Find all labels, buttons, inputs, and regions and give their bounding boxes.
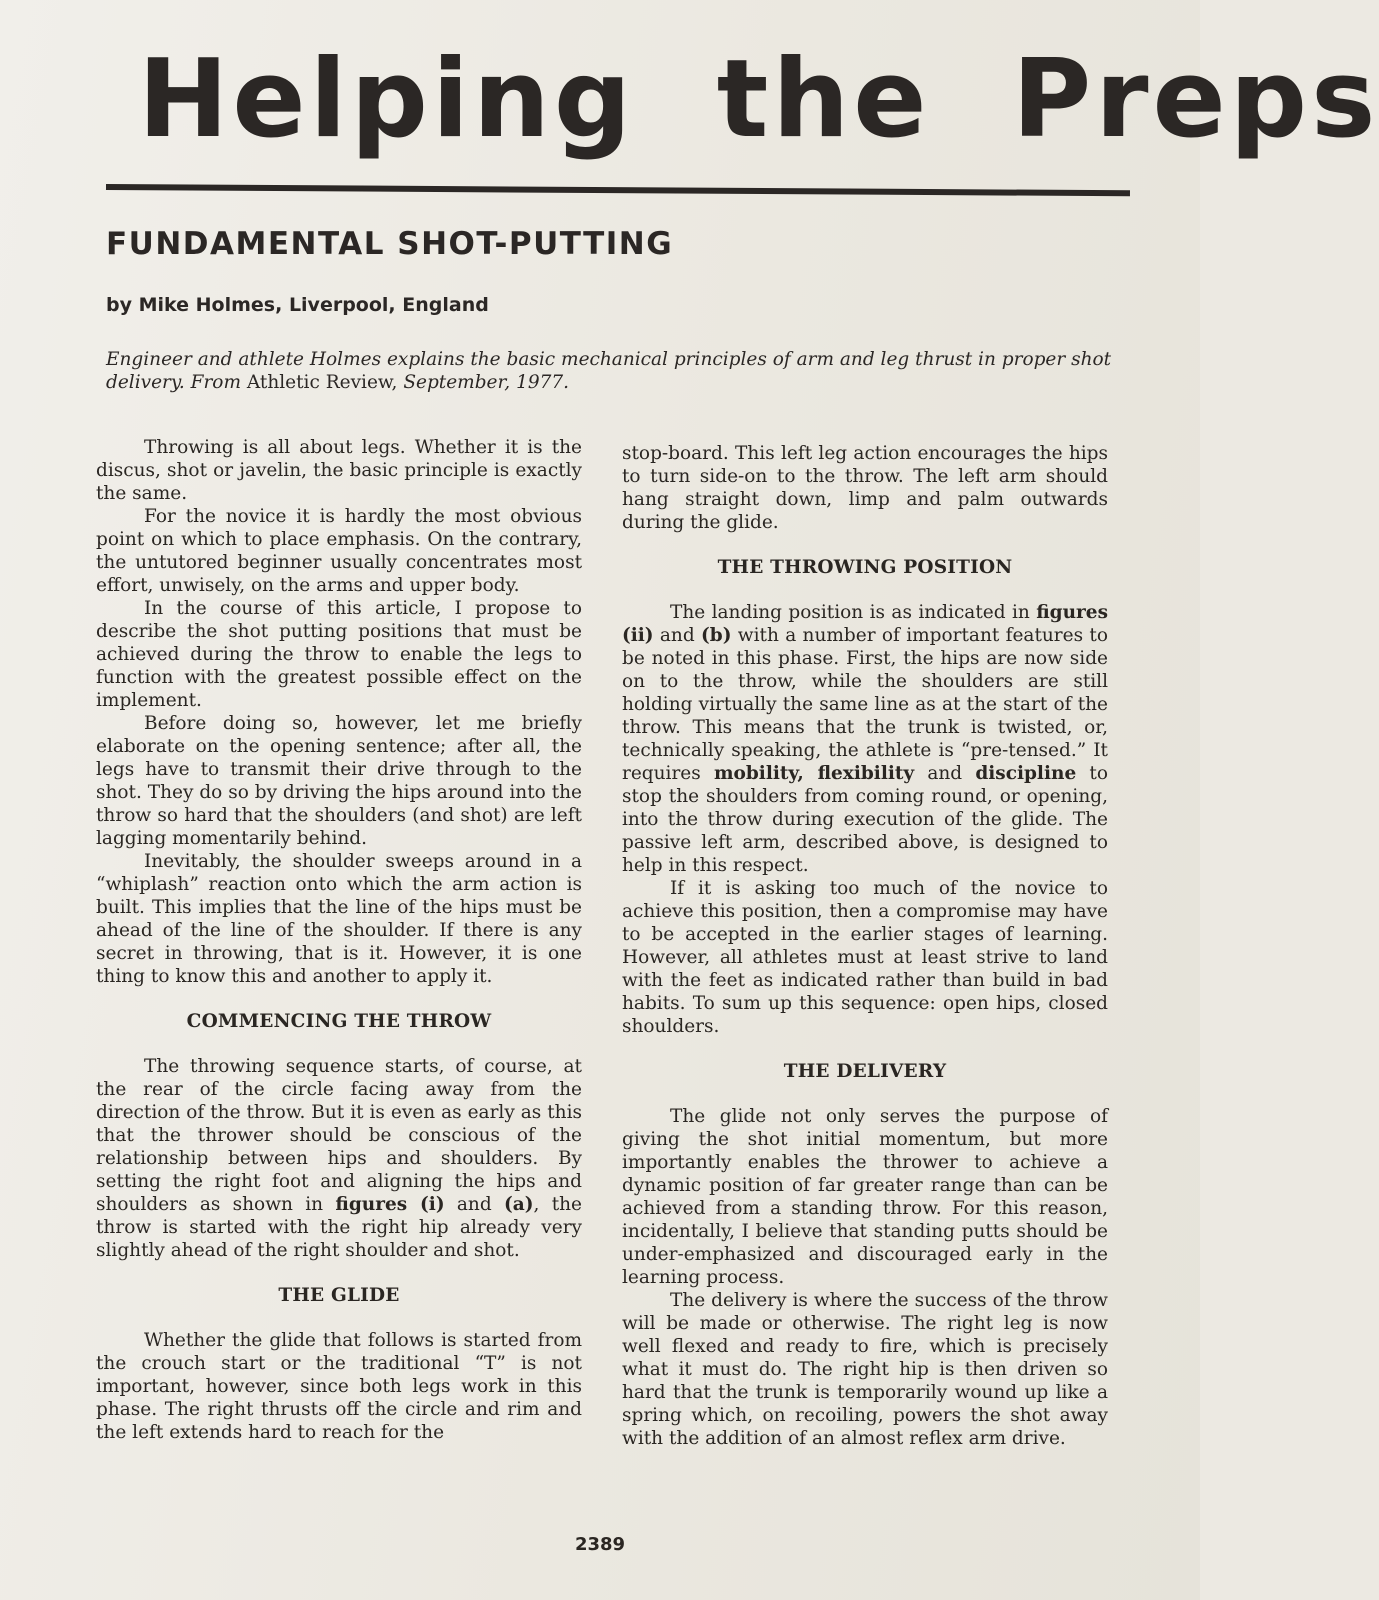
text-run: The throwing sequence starts, of course, at the rear of the circle facing away from the direction of the throw. But it is even as early as this that the thrower should be conscious of the relationship between hips and shoulders. By setting the right foot and aligning the hips and shoulders as shown in: [96, 1056, 582, 1215]
paragraph: Throwing is all about legs. Whether it is the discus, shot or javelin, the basic principle is exactly the same.: [96, 437, 582, 504]
text-run: and: [444, 1194, 505, 1215]
subheading-glide: THE GLIDE: [278, 1285, 400, 1306]
right-column: [622, 442, 1108, 1450]
subheading-delivery: THE DELIVERY: [783, 1061, 947, 1082]
subheading-commencing: COMMENCING THE THROW: [186, 1011, 492, 1032]
paragraph: The delivery is where the success of the throw will be made or otherwise. The right leg is now well flexed and ready to fire, which is precisely what it must do. The right hip is then driven so hard that the trunk is temporarily wound up like a spring which, on recoiling, powers the shot away with the addition of an almost reflex arm drive.: [622, 1290, 1108, 1449]
text-run: to stop the shoulders from coming round, or opening, into the throw during execution of the glide. The passive left arm, described above, is designed to help in this respect.: [622, 763, 1108, 876]
text-run: with a number of important features to be noted in this phase. First, the hips are now side on to the throw, while the shoulders are still holding virtually the same line as at the start of the throw. This means that the trunk is twisted, or, technically speaking, the athlete is “pre-tensed.” It requires: [622, 625, 1108, 784]
deck-intro: Engineer and athlete Holmes explains the basic mechanical principles of arm and leg thrust in proper shot delivery. From: [106, 349, 1112, 393]
text-run: and: [653, 625, 701, 646]
article-title: FUNDAMENTAL SHOT-PUTTING: [106, 226, 674, 262]
paragraph: Whether the glide that follows is started from the crouch start or the traditional “T” is not important, however, since both legs work in this phase. The right thrusts off the circle and rim and the left extends hard to reach for the: [96, 1330, 582, 1443]
paragraph: Inevitably, the shoulder sweeps around in a “whiplash” reaction onto which the arm action is built. This implies that the line of the hips must be ahead of the line of the shoulder. If there is any secret in throwing, that is it. However, it is one thing to know this and another to apply it.: [96, 851, 582, 987]
figure-reference: (b): [701, 625, 732, 646]
masthead-rule: [106, 184, 1130, 196]
byline: by Mike Holmes, Liverpool, England: [106, 294, 489, 316]
emphasis: mobility, flexibility: [713, 763, 915, 784]
paragraph: [622, 601, 1108, 877]
paragraph: If it is asking too much of the novice to achieve this position, then a compromise may have to be accepted in the earlier stages of learning. However, all athletes must at least strive to land with the feet as indicated rather than build in bad habits. To sum up this sequence: open hips, closed shoulders.: [622, 878, 1108, 1037]
article-deck: [106, 348, 1136, 394]
paragraph: Before doing so, however, let me briefly elaborate on the opening sentence; after all, the legs have to transmit their drive through to the shot. They do so by driving the hips around into the throw so hard that the shoulders (and shot) are left lagging momentarily behind.: [96, 713, 582, 849]
figure-reference: (a): [504, 1194, 534, 1215]
paragraph: stop-board. This left leg action encourages the hips to turn side-on to the throw. The left arm should hang straight down, limp and palm outwards during the glide.: [622, 443, 1108, 533]
paragraph: For the novice it is hardly the most obvious point on which to place emphasis. On the contrary, the untutored beginner usually concentrates most effort, unwisely, on the arms and upper body.: [96, 506, 582, 596]
text-run: The landing position is as indicated in: [670, 602, 1037, 623]
masthead-title: Helping the Preps: [138, 37, 1379, 162]
page-number: 2389: [574, 1534, 626, 1555]
emphasis: discipline: [975, 763, 1077, 784]
text-run: , the throw is started with the right hip already very slightly ahead of the right shoulder and shot.: [96, 1194, 583, 1261]
figure-reference: figures (ii): [622, 602, 1108, 646]
paragraph: [96, 1055, 582, 1262]
deck-source: Athletic Review,: [246, 372, 398, 393]
left-column: [96, 436, 582, 1444]
paragraph: In the course of this article, I propose to describe the shot putting positions that must be achieved during the throw to enable the legs to function with the greatest possible effect on the implement.: [96, 598, 582, 711]
deck-date: September, 1977.: [397, 372, 570, 393]
figure-reference: figures (i): [335, 1194, 445, 1215]
paragraph: The glide not only serves the purpose of giving the shot initial momentum, but more importantly enables the thrower to achieve a dynamic position of far greater range than can be achieved from a standing throw. For this reason, incidentally, I believe that standing putts should be under-emphasized and discouraged early in the learning process.: [622, 1106, 1108, 1288]
subheading-throwing-position: THE THROWING POSITION: [717, 557, 1013, 578]
text-run: and: [914, 763, 976, 784]
